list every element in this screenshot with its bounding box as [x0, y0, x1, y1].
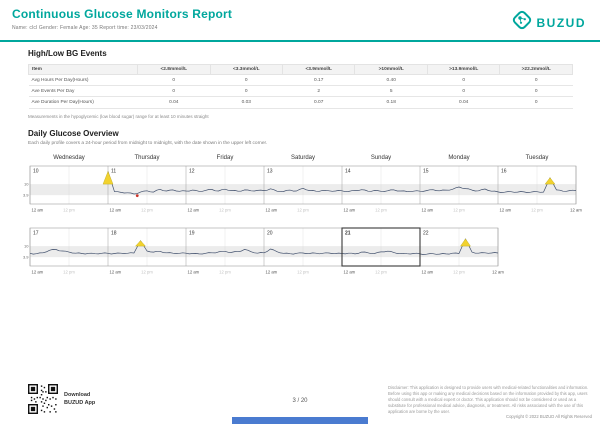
- svg-text:20: 20: [267, 230, 273, 237]
- svg-text:12 pm: 12 pm: [375, 269, 387, 275]
- svg-text:12 am: 12 am: [492, 269, 504, 275]
- svg-text:12 am: 12 am: [31, 207, 44, 213]
- svg-text:12 pm: 12 pm: [63, 207, 75, 213]
- weekday-label: Friday: [216, 155, 234, 161]
- svg-text:12 pm: 12 pm: [531, 207, 543, 213]
- svg-text:16: 16: [501, 168, 507, 175]
- brand-name: BUZUD: [536, 15, 586, 30]
- svg-text:12 pm: 12 pm: [453, 269, 465, 275]
- svg-text:12 am: 12 am: [343, 269, 356, 275]
- svg-text:12 pm: 12 pm: [141, 207, 153, 213]
- bg-events-col-header: Item: [29, 65, 138, 75]
- bg-events-col-header: >22.2mmol/L: [500, 65, 573, 75]
- report-header: [12, 7, 588, 31]
- table-row: [29, 97, 573, 108]
- copyright-text: Copyright © 2022 BUZUD All Rights Reserved: [506, 414, 592, 419]
- svg-text:12 am: 12 am: [109, 269, 122, 275]
- bg-events-col-header: >13.9mmol/L: [427, 65, 499, 75]
- page-number: 3 / 20: [292, 398, 308, 404]
- download-label-line1: Download: [64, 392, 91, 398]
- weekday-label: Thursday: [134, 155, 160, 161]
- daily-glucose-chart-row-1: [20, 164, 580, 216]
- cell-value: 0: [500, 86, 573, 97]
- page-title: Continuous Glucose Monitors Report: [12, 7, 233, 21]
- table-row: [29, 75, 573, 86]
- svg-text:12 am: 12 am: [343, 207, 356, 213]
- bg-events-col-header: >10mmol/L: [355, 65, 427, 75]
- svg-text:12 pm: 12 pm: [453, 207, 465, 213]
- row-label: Ave Duration Per Day(Hours): [29, 97, 138, 108]
- cell-value: 0.40: [355, 75, 427, 86]
- svg-text:18: 18: [111, 230, 117, 237]
- table-row: [29, 86, 573, 97]
- svg-text:12 pm: 12 pm: [141, 269, 153, 275]
- svg-text:12 pm: 12 pm: [297, 207, 309, 213]
- svg-text:22: 22: [423, 230, 429, 237]
- cell-value: 0.17: [282, 75, 354, 86]
- cell-value: 0.03: [210, 97, 282, 108]
- svg-text:12 pm: 12 pm: [63, 269, 75, 275]
- cell-value: 0: [427, 86, 499, 97]
- weekday-label: Sunday: [370, 155, 392, 161]
- svg-text:10: 10: [33, 168, 39, 175]
- buzud-logo-icon: [511, 9, 533, 36]
- disclaimer-text: Disclaimer: This application is designed to provide users with medical-related functionalities and information. Before using this app or making any medical decisions based on the information provided by this app, users should consult with a medical expert or doctor. This application should not be considered or used as a substitute for professional medical advice, diagnosis, or treatment. All risks associated with the use of this application are borne by the user.: [388, 385, 589, 415]
- row-label: Ave Events Per Day: [29, 86, 138, 97]
- svg-text:12 pm: 12 pm: [219, 207, 231, 213]
- svg-text:15: 15: [423, 168, 429, 175]
- cell-value: 0: [210, 75, 282, 86]
- download-label-line2: BUZUD App: [64, 400, 96, 407]
- weekday-label: Tuesday: [525, 155, 549, 161]
- bg-events-section: [28, 49, 573, 119]
- bg-events-heading: High/Low BG Events: [28, 49, 107, 58]
- daily-glucose-chart-row-2: [20, 226, 580, 278]
- patient-meta: Name: clcl Gender: Female Age: 35 Report time: 23/03/2024: [12, 25, 158, 31]
- weekday-labels: [30, 155, 576, 161]
- cell-value: 0.18: [355, 97, 427, 108]
- svg-text:3.9: 3.9: [22, 254, 29, 260]
- svg-text:12 am: 12 am: [265, 207, 278, 213]
- bg-events-footnote: Measurements in the hypoglycemic (low blood sugar) range for at least 10 minutes straight: [28, 113, 209, 119]
- cell-value: 0: [210, 86, 282, 97]
- cell-value: 0: [427, 75, 499, 86]
- weekday-label: Wednesday: [53, 155, 85, 161]
- header-divider: [0, 40, 600, 42]
- svg-text:10: 10: [24, 243, 29, 249]
- bg-events-col-header: <2.8mmol/L: [138, 65, 210, 75]
- svg-text:12 am: 12 am: [499, 207, 512, 213]
- bg-events-header-row: [29, 65, 573, 75]
- cell-value: 0: [138, 86, 210, 97]
- svg-text:12 am: 12 am: [421, 269, 434, 275]
- cell-value: 0.07: [282, 97, 354, 108]
- svg-text:14: 14: [345, 168, 351, 175]
- horizontal-scrollbar-thumb[interactable]: [232, 417, 368, 424]
- svg-text:12 am: 12 am: [421, 207, 434, 213]
- svg-text:12 am: 12 am: [187, 269, 200, 275]
- bg-events-table: [28, 64, 573, 109]
- daily-overview-section: [28, 129, 573, 146]
- svg-text:13: 13: [267, 168, 273, 175]
- svg-text:12: 12: [189, 168, 195, 175]
- cell-value: 2: [282, 86, 354, 97]
- weekday-label: Saturday: [290, 155, 315, 161]
- daily-overview-subtitle: Each daily profile covers a 24-hour period from midnight to midnight, with the date shown in the upper left corner.: [28, 141, 268, 146]
- cell-value: 0: [138, 75, 210, 86]
- cell-value: 0: [500, 75, 573, 86]
- svg-text:12 am: 12 am: [570, 207, 582, 213]
- bg-events-col-header: <3.3mmol/L: [210, 65, 282, 75]
- svg-text:3.9: 3.9: [22, 192, 29, 198]
- svg-text:12 am: 12 am: [31, 269, 44, 275]
- svg-text:17: 17: [33, 230, 39, 237]
- cell-value: 0.04: [427, 97, 499, 108]
- svg-text:12 am: 12 am: [187, 207, 200, 213]
- svg-text:12 pm: 12 pm: [375, 207, 387, 213]
- daily-overview-heading: Daily Glucose Overview: [28, 129, 119, 138]
- svg-text:10: 10: [24, 181, 29, 187]
- cell-value: 0.04: [138, 97, 210, 108]
- bg-events-tbody: [29, 75, 573, 109]
- svg-text:21: 21: [345, 230, 351, 237]
- svg-text:12 pm: 12 pm: [219, 269, 231, 275]
- row-label: Avg Hours Per Day(Hours): [29, 75, 138, 86]
- svg-text:11: 11: [111, 168, 117, 175]
- svg-text:12 am: 12 am: [109, 207, 122, 213]
- bg-events-col-header: <3.9mmol/L: [282, 65, 354, 75]
- weekday-label: Monday: [448, 155, 470, 161]
- svg-text:12 am: 12 am: [265, 269, 278, 275]
- svg-text:19: 19: [189, 230, 195, 237]
- svg-text:12 pm: 12 pm: [297, 269, 309, 275]
- cell-value: 5: [355, 86, 427, 97]
- cell-value: 0: [500, 97, 573, 108]
- brand-logo: [511, 9, 587, 36]
